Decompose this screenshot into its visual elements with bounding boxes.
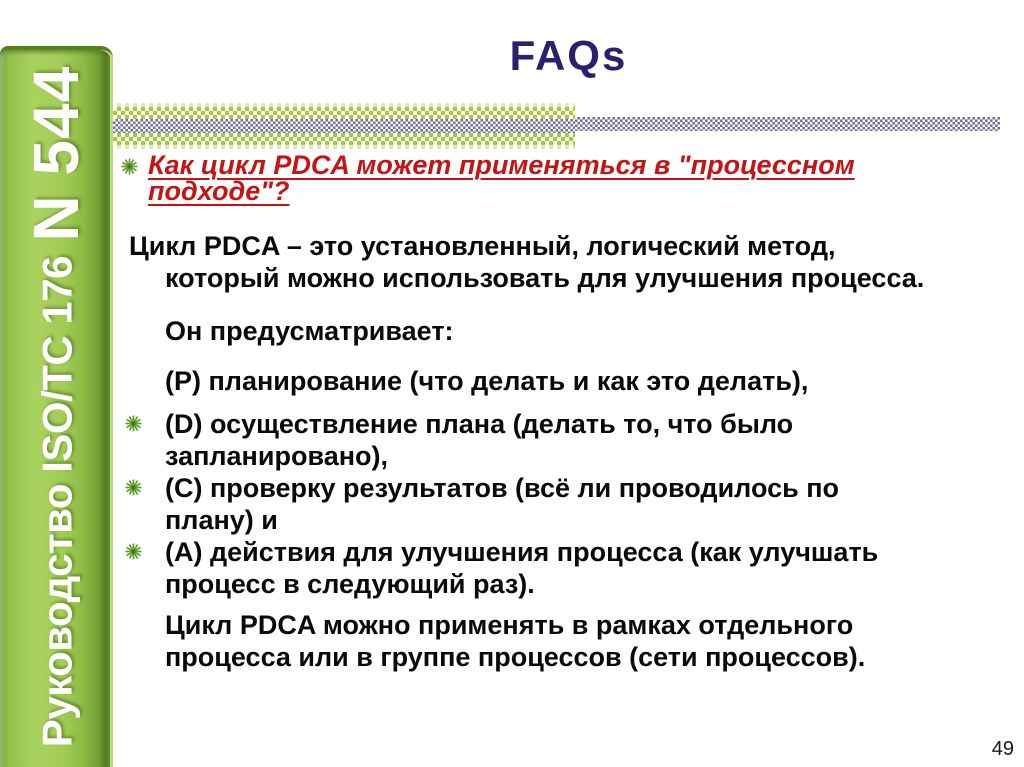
text-line: Цикл PDCA можно применять в рамках отдельного xyxy=(165,610,854,640)
star-bullet-icon xyxy=(125,543,142,560)
divider-checker-left xyxy=(113,103,575,149)
text-line: плану) и xyxy=(165,505,278,535)
divider-row-green-top xyxy=(113,107,575,119)
star-bullet-icon xyxy=(125,415,142,432)
list-item-plan xyxy=(165,365,929,397)
sidebar-vertical-label xyxy=(0,46,113,767)
text-line: процесс в следующий раз). xyxy=(165,569,535,599)
sidebar-label-number: N 544 xyxy=(20,65,93,242)
list-item-act xyxy=(165,536,929,600)
text-line: (D) осуществление плана (делать то, что было xyxy=(165,409,794,439)
divider-row-purple xyxy=(113,119,575,133)
faq-question-link[interactable] xyxy=(148,152,938,204)
list-item-do xyxy=(165,408,929,472)
divider-row-green-bottom xyxy=(113,133,575,145)
text-line: (C) проверку результатов (всё ли проводилось по xyxy=(165,473,840,503)
divider-checker-right xyxy=(575,117,1000,131)
slide-title: FAQs xyxy=(509,32,628,79)
question-line: подходе"? xyxy=(148,176,290,206)
text-line: (P) планирование (что делать и как это делать), xyxy=(165,366,809,396)
text-line: (A) действия для улучшения процесса (как улучшать xyxy=(165,537,879,567)
star-bullet-icon xyxy=(125,479,142,496)
divider-row-light-bottom xyxy=(113,145,575,149)
star-bullet-icon xyxy=(121,158,138,175)
sidebar-label-guidance: Руководство ISO/TC 176 xyxy=(33,256,81,748)
text-line: запланировано), xyxy=(165,441,389,471)
slide-body xyxy=(129,230,929,673)
list-item-check xyxy=(165,472,929,536)
intro-paragraph xyxy=(129,230,929,294)
outro-paragraph xyxy=(165,609,929,673)
question-line: Как цикл PDCA может применяться в "процессном xyxy=(148,150,855,180)
page-number: 49 xyxy=(991,738,1014,760)
lead-in-line: Он предусматривает: xyxy=(165,316,454,346)
text-line: Цикл PDCA – это установленный, логический метод, xyxy=(129,231,836,261)
text-line: процесса или в группе процессов (сети процессов). xyxy=(165,642,866,672)
text-line: который можно использовать для улучшения процесса. xyxy=(165,263,925,293)
